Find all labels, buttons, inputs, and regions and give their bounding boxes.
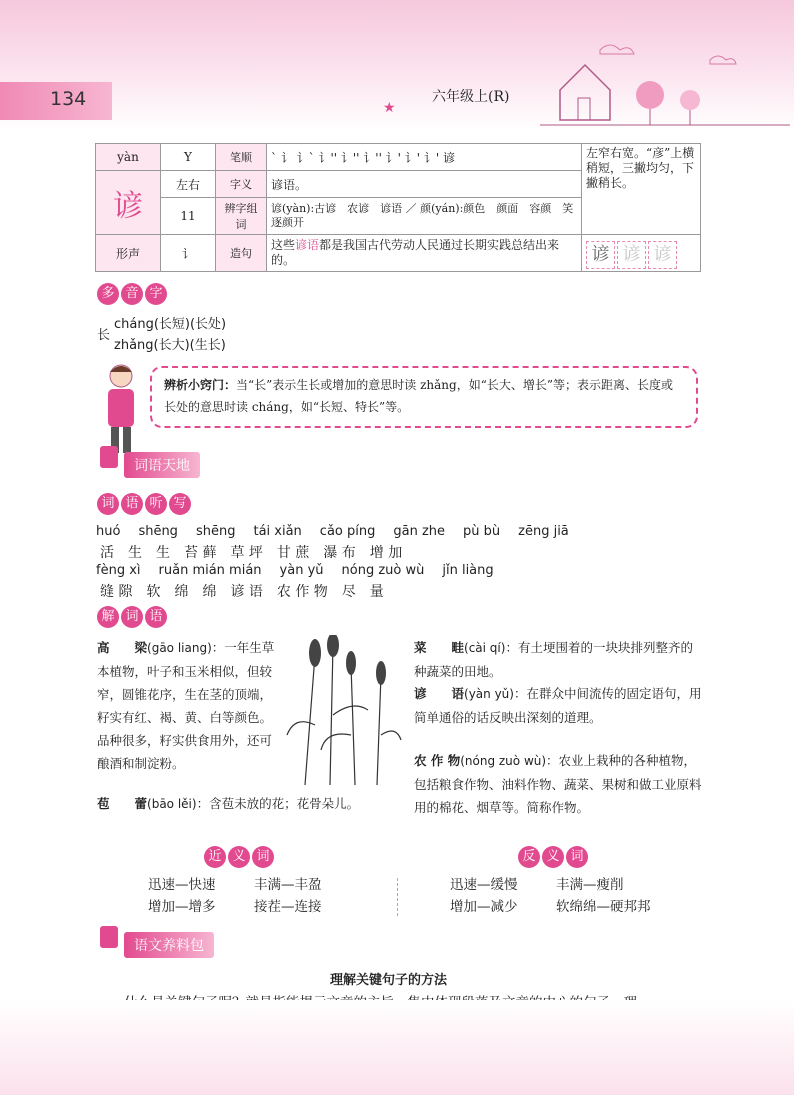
- teacher-icon: [95, 362, 147, 458]
- tip-title: 辨析小窍门：: [164, 378, 237, 392]
- footer-decoration: [0, 1000, 794, 1095]
- distinguish-label: 辨字组词: [216, 198, 267, 235]
- tip-text: 当“长”表示生长或增加的意思时读 zhǎng，如“长大、增长”等；表示距离、长度或长处的意思时读 cháng，如“长短、特长”等。: [164, 378, 673, 414]
- dictation-badge: 词 语 听 写: [97, 493, 191, 515]
- meaning-label: 字义: [216, 171, 267, 198]
- def-nongzuowu: 农 作 物(nóng zuò wù)：农业上栽种的各种植物，包括粮食作物、油料作物、蔬菜、果树和做工业原料用的棉花、烟草等。简称作物。: [414, 753, 702, 815]
- dictation-pinyin-row-2: fèng xì ruǎn mián mián yàn yǔ nóng zuò wù jǐn liàng: [96, 563, 494, 578]
- explain-badge: 解 词 语: [97, 606, 167, 628]
- character-table: [95, 143, 701, 272]
- def-baolei: 苞 蕾(bāo lěi)：含苞未放的花；花骨朵儿。: [97, 796, 360, 811]
- def-caiqi: 菜 畦(cài qí)：有土埂围着的一块块排列整齐的种蔬菜的田地。: [414, 640, 693, 679]
- grade-label: 六年级上(R): [432, 89, 510, 105]
- stroke-label: 笔顺: [216, 144, 267, 171]
- column-divider: [397, 878, 398, 916]
- book-icon: [100, 446, 118, 468]
- char-meaning: 谚语。: [267, 171, 582, 198]
- practice-char: 谚: [617, 241, 646, 269]
- polyphone-char: 长: [97, 328, 111, 343]
- dictation-hanzi-row-2: 缝 隙 软 绵 绵 谚 语 农 作 物 尽 量: [100, 584, 384, 600]
- dictation-hanzi-row-1: 活 生 生 苔 藓 草 坪 甘 蔗 瀑 布 增 加: [100, 545, 403, 561]
- main-character: 谚: [96, 171, 161, 235]
- distinguish-words: 谚(yàn):古谚 农谚 谚语 ／ 颜(yán):颜色 颜面 容颜 笑逐颜开: [267, 198, 582, 235]
- synonym-badge: 近 义 词: [204, 846, 274, 868]
- writing-note: 左窄右宽。“彦”上横稍短，三撇均匀，下撇稍长。: [582, 144, 701, 235]
- section-words-tab: 词语天地: [124, 452, 200, 478]
- method-title: 理解关键句子的方法: [330, 973, 448, 988]
- practice-grid: [582, 235, 701, 272]
- stroke-order: ` 讠 讠` 讠'' 讠'' 讠'' 讠' 讠' 讠' 谚: [267, 144, 582, 171]
- antonym-badge: 反 义 词: [518, 846, 588, 868]
- house-decoration-icon: [540, 40, 790, 130]
- sentence-label: 造句: [216, 235, 267, 272]
- synonym-list: 迅速—快速 丰满—丰盈 增加—增多 接茬—连接: [148, 877, 322, 915]
- dictation-pinyin-row-1: huó shēng shēng tái xiǎn cǎo píng gān zhe pù bù zēng jiā: [96, 524, 569, 539]
- example-sentence: 这些谚语都是我国古代劳动人民通过长期实践总结出来的。: [267, 235, 582, 272]
- page-number: 134: [50, 88, 87, 110]
- antonym-list: 迅速—缓慢 丰满—瘦削 增加—减少 软绵绵—硬邦邦: [450, 877, 651, 915]
- nutrition-tab: 语文养料包: [124, 932, 214, 958]
- star-icon: ★: [383, 100, 396, 116]
- def-yanyu: 谚 语(yàn yǔ)：在群众中间流传的固定语句，用简单通俗的话反映出深刻的道理。: [414, 686, 702, 725]
- practice-char: 谚: [586, 241, 615, 269]
- stroke-count: 11: [161, 198, 216, 235]
- sentence-highlight: 谚语: [295, 238, 320, 252]
- polyphone-badge: 多 音 字: [97, 283, 167, 305]
- practice-char: 谚: [648, 241, 677, 269]
- reading-chang: cháng(长短)(长处): [114, 317, 227, 332]
- form-label: 形声: [96, 235, 161, 272]
- char-initial: Y: [161, 144, 216, 171]
- tip-box: [150, 366, 698, 428]
- char-radical: 讠: [161, 235, 216, 272]
- char-pinyin: yàn: [96, 144, 161, 171]
- char-structure: 左右: [161, 171, 216, 198]
- reading-zhang: zhǎng(长大)(生长): [114, 338, 226, 353]
- gift-icon: [100, 926, 118, 948]
- sorghum-illustration: [285, 635, 403, 785]
- def-gaoliang: 高 梁(gāo liang)：一年生草本植物，叶子和玉米相似，但较窄，圆锥花序，生在茎的顶端，籽实有红、褐、黄、白等颜色。品种很多，籽实供食用外，还可酿酒和制淀粉。: [97, 640, 275, 771]
